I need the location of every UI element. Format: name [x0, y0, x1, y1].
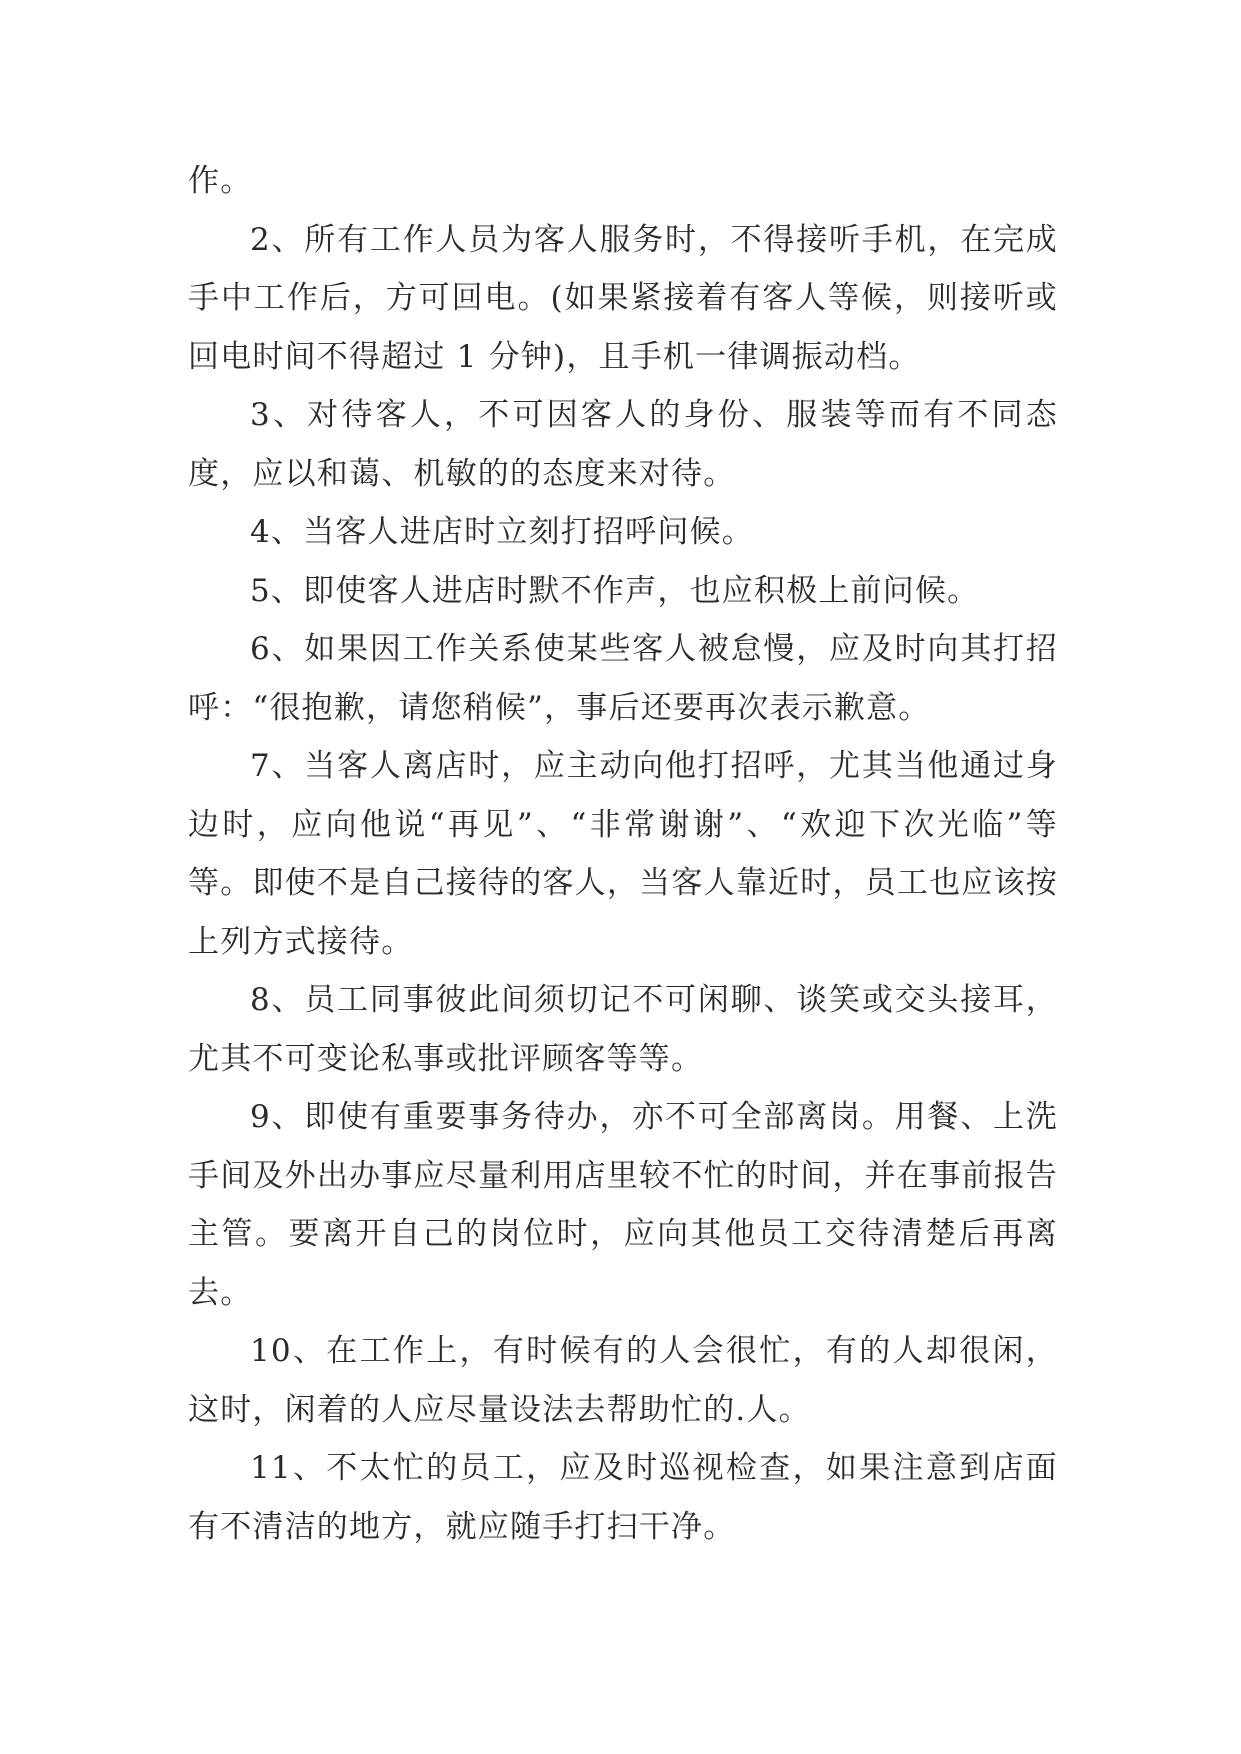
- paragraph-rule-3: 3、对待客人，不可因客人的身份、服装等而有不同态度，应以和蔼、机敏的的态度来对待。: [188, 397, 1058, 492]
- paragraph-continuation: 作。: [188, 163, 253, 199]
- paragraph-rule-11: 11、不太忙的员工，应及时巡视检查，如果注意到店面有不清洁的地方，就应随手打扫干净。: [188, 1450, 1058, 1545]
- paragraph-rule-7: 7、当客人离店时，应主动向他打招呼，尤其当他通过身边时，应向他说“再见”、“非常谢谢”、“欢迎下次光临”等等。即使不是自己接待的客人，当客人靠近时，员工也应该按上列方式接待。: [188, 748, 1058, 960]
- paragraph-rule-5: 5、即使客人进店时默不作声，也应积极上前问候。: [250, 572, 980, 609]
- paragraph-rule-9: 9、即使有重要事务待办，亦不可全部离岗。用餐、上洗手间及外出办事应尽量利用店里较不忙的时间，并在事前报告主管。要离开自己的岗位时，应向其他员工交待清楚后再离去。: [188, 1099, 1058, 1311]
- paragraph-rule-4: 4、当客人进店时立刻打招呼问候。: [250, 514, 754, 550]
- paragraph-rule-10: 10、在工作上，有时候有的人会很忙，有的人却很闲，这时，闲着的人应尽量设法去帮助忙的.人。: [188, 1333, 1058, 1428]
- paragraph-rule-2: 2、所有工作人员为客人服务时，不得接听手机，在完成手中工作后，方可回电。(如果紧接着有客人等候，则接听或回电时间不得超过 1 分钟)，且手机一律调振动档。: [188, 221, 1058, 375]
- document-body: [188, 152, 1058, 1556]
- paragraph-rule-6: 6、如果因工作关系使某些客人被怠慢，应及时向其打招呼：“很抱歉，请您稍候”，事后还要再次表示歉意。: [188, 631, 1058, 726]
- paragraph-rule-8: 8、员工同事彼此间须切记不可闲聊、谈笑或交头接耳，尤其不可变论私事或批评顾客等等。: [188, 982, 1058, 1077]
